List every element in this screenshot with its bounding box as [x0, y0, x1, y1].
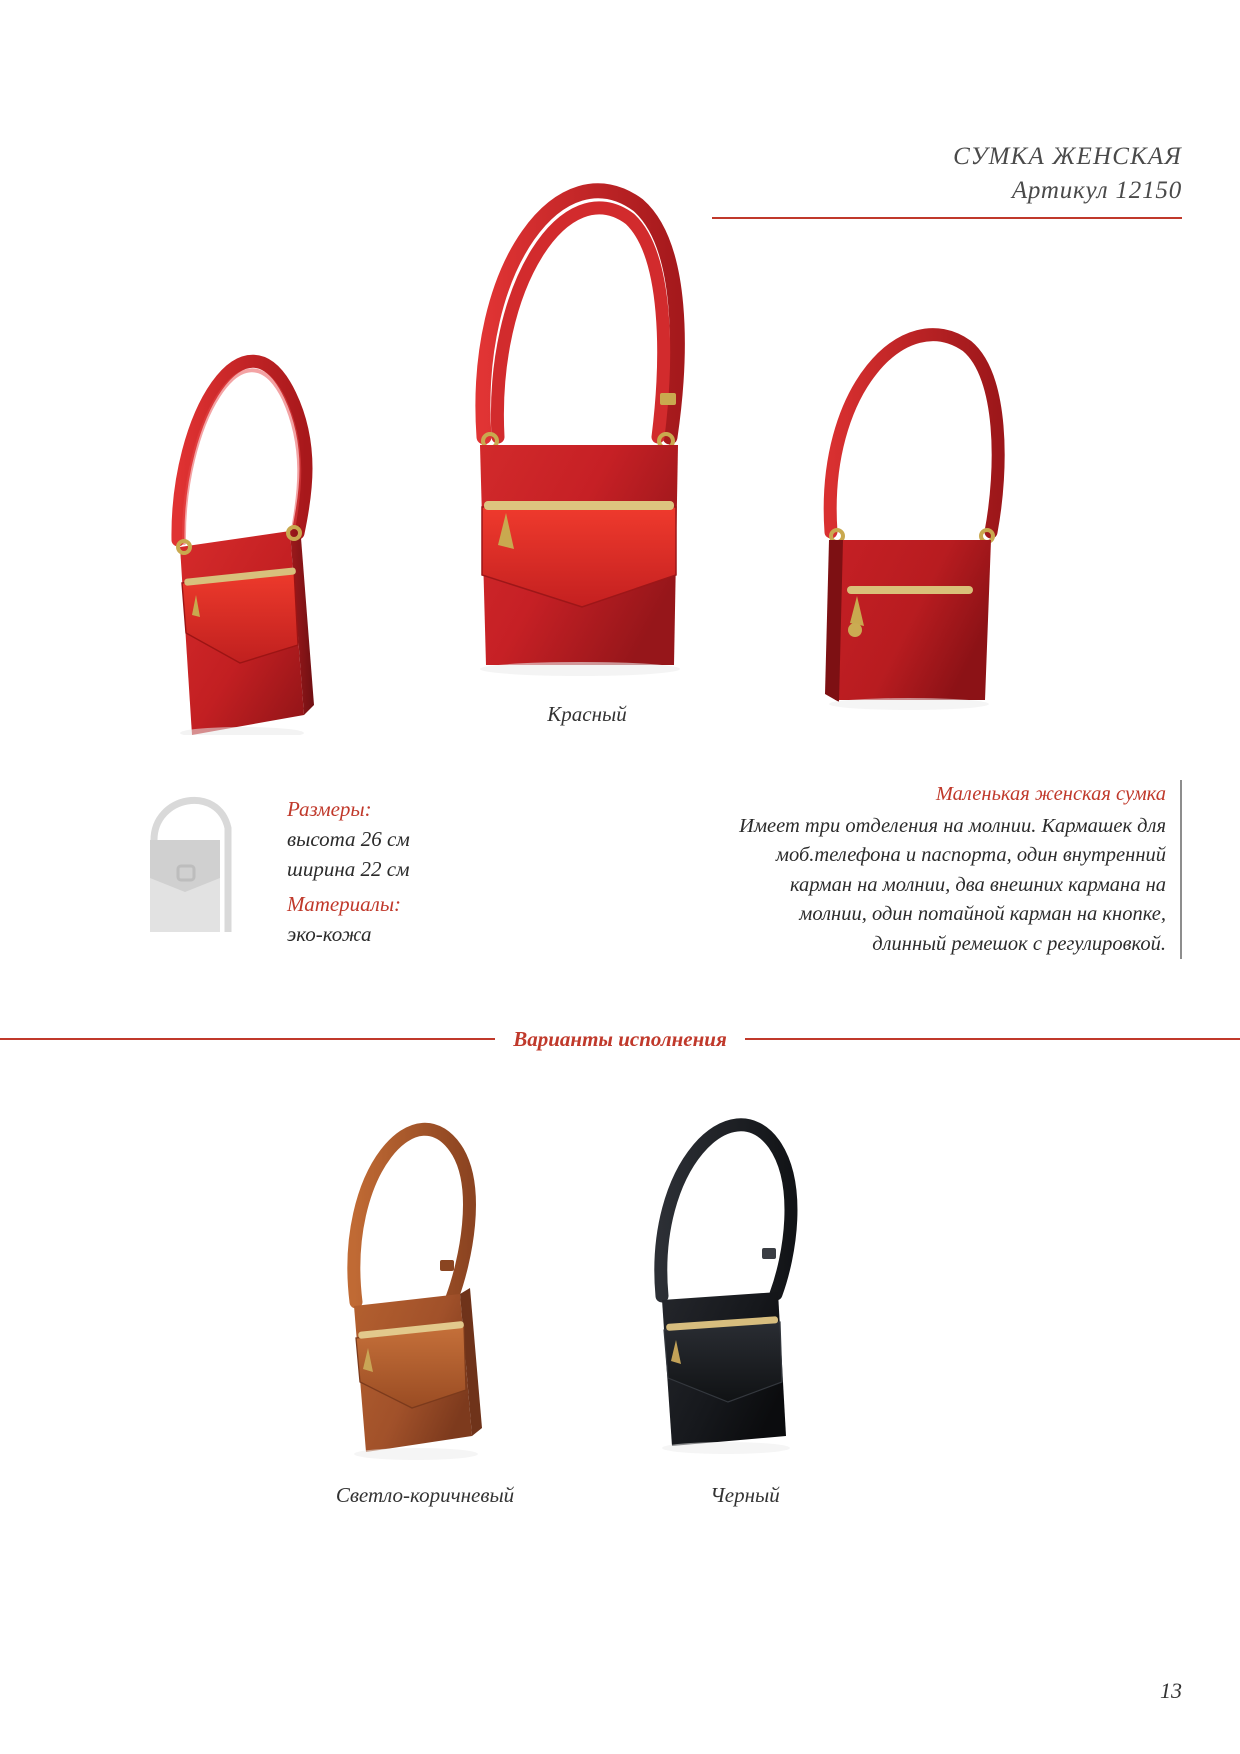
variants-label: Варианты исполнения	[513, 1026, 727, 1051]
divider-line-right	[745, 1038, 1240, 1040]
variants-section-divider	[0, 1024, 1240, 1054]
page-title: СУМКА ЖЕНСКАЯ	[953, 143, 1182, 170]
spec-height: высота 26 см	[287, 826, 410, 851]
header-divider	[712, 217, 1182, 219]
variant-caption-black: Черный	[710, 1483, 780, 1507]
product-photo-front	[432, 145, 742, 705]
specs-block	[287, 795, 527, 950]
article-number: Артикул 12150	[1011, 176, 1182, 204]
page-number: 13	[1160, 1678, 1182, 1703]
description-text: Имеет три отделения на молнии. Кармашек для моб.телефона и паспорта, один внутренний карман на молнии, два внешних кармана на молнии, один потайной карман на кнопке, длинный ремешок с регулировкой.	[739, 814, 1166, 955]
description-title: Маленькая женская сумка	[935, 783, 1166, 805]
spec-width: ширина 22 см	[287, 856, 410, 881]
bag-silhouette-icon	[140, 782, 250, 942]
spec-material: эко-кожа	[287, 922, 372, 947]
page-header	[712, 140, 1182, 219]
photo-caption-main: Красный	[547, 702, 627, 726]
materials-label: Материалы:	[287, 892, 402, 917]
description-block	[736, 780, 1182, 959]
product-photo-back	[795, 300, 1045, 725]
sizes-label: Размеры:	[287, 797, 372, 821]
divider-line-left	[0, 1038, 495, 1040]
product-photo-side	[118, 295, 378, 735]
variant-caption-light-brown: Светло-коричневый	[335, 1483, 515, 1507]
variant-photo-light-brown	[300, 1080, 550, 1480]
variant-photo-black	[620, 1080, 870, 1480]
